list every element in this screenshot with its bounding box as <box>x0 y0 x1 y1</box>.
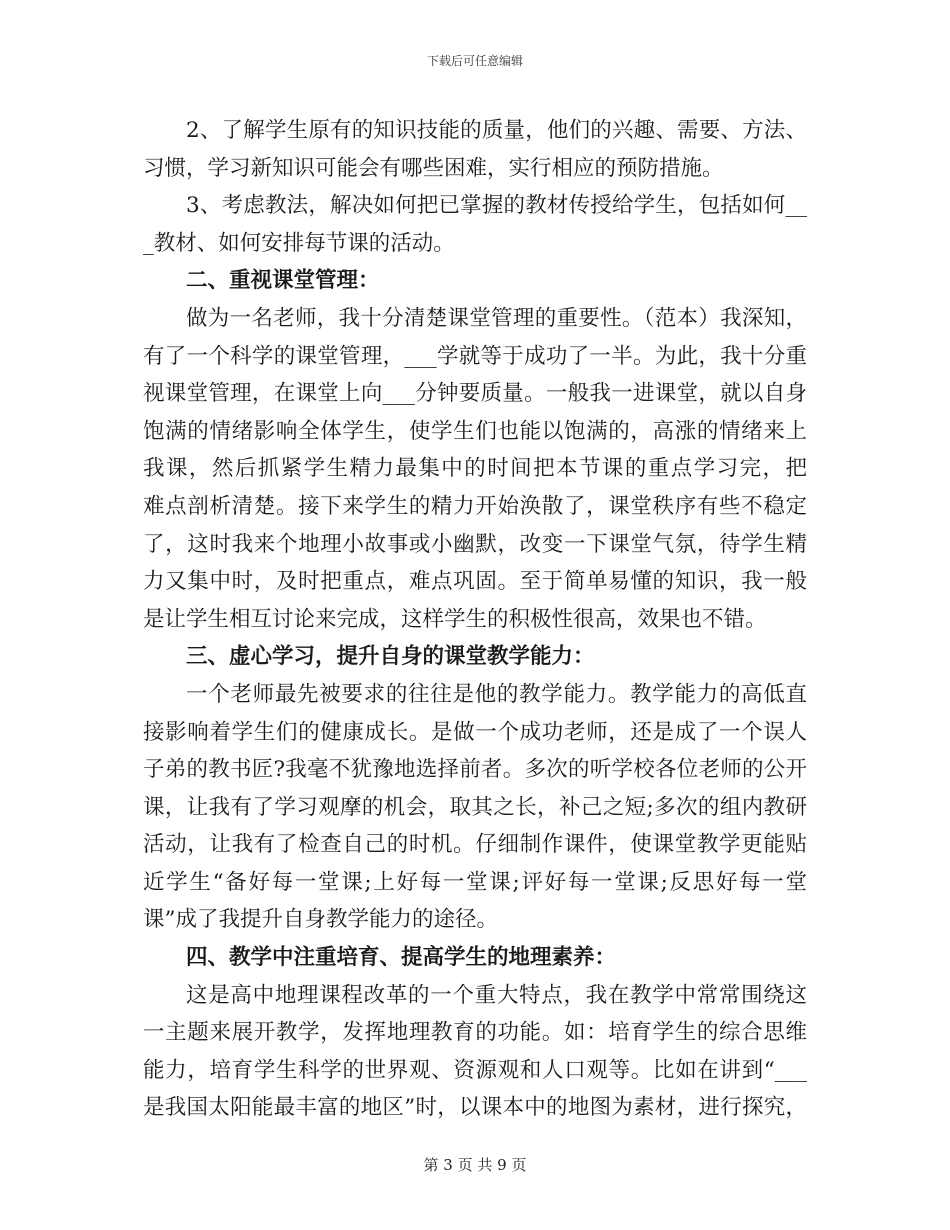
paragraph-line: 视课堂管理，在课堂上向___分钟要质量。一般我一进课堂，就以自身 <box>143 381 807 407</box>
paragraph-line: 一主题来展开教学，发挥地理教育的功能。如：培育学生的综合思维 <box>143 1020 807 1046</box>
page-header-note: 下载后可任意编辑 <box>426 54 523 68</box>
paragraph-line: 一个老师最先被要求的往往是他的教学能力。教学能力的高低直 <box>186 681 807 707</box>
paragraph-line: 2、了解学生原有的知识技能的质量，他们的兴趣、需要、方法、 <box>186 118 807 143</box>
paragraph-line: 这是高中地理课程改革的一个重大特点，我在教学中常常围绕这 <box>186 982 807 1008</box>
paragraph-line: 我课，然后抓紧学生精力最集中的时间把本节课的重点学习完，把 <box>143 456 807 482</box>
paragraph-line: 3、考虑教法，解决如何把已掌握的教材传授给学生，包括如何__ <box>186 193 807 219</box>
paragraph-line: 接影响着学生们的健康成长。是做一个成功老师，还是成了一个误人 <box>143 719 807 745</box>
paragraph-line: 有了一个科学的课堂管理，___学就等于成功了一半。为此，我十分重 <box>143 343 807 369</box>
paragraph-line: 课，让我有了学习观摩的机会，取其之长，补己之短;多次的组内教研 <box>143 794 807 820</box>
paragraph-line: 能力，培育学生科学的世界观、资源观和人口观等。比如在讲到“___ <box>143 1057 807 1083</box>
paragraph-line: 力又集中时，及时把重点，难点巩固。至于简单易懂的知识，我一般 <box>143 569 807 595</box>
paragraph-line: 饱满的情绪影响全体学生，使学生们也能以饱满的，高涨的情绪来上 <box>143 418 807 444</box>
paragraph-line: 做为一名老师，我十分清楚课堂管理的重要性。（范本）我深知， <box>186 305 807 331</box>
section-heading: 三、虚心学习，提升自身的课堂教学能力： <box>186 644 595 670</box>
document-body <box>143 112 807 1127</box>
paragraph-line: 了，这时我来个地理小故事或小幽默，改变一下课堂气氛，待学生精 <box>143 531 807 557</box>
paragraph-line: 难点剖析清楚。接下来学生的精力开始涣散了，课堂秩序有些不稳定 <box>143 493 807 519</box>
paragraph-line: 习惯，学习新知识可能会有哪些困难，实行相应的预防措施。 <box>143 155 724 181</box>
paragraph-line: 是让学生相互讨论来完成，这样学生的积极性很高，效果也不错。 <box>143 606 767 632</box>
paragraph-line: _教材、如何安排每节课的活动。 <box>143 230 455 256</box>
paragraph-line: 子弟的教书匠?我毫不犹豫地选择前者。多次的听学校各位老师的公开 <box>143 757 807 783</box>
paragraph-line: 课”成了我提升自身教学能力的途径。 <box>143 907 498 933</box>
paragraph-line: 近学生“备好每一堂课;上好每一堂课;评好每一堂课;反思好每一堂 <box>143 869 807 895</box>
page-number: 第 3 页 共 9 页 <box>423 1156 527 1174</box>
paragraph-line: 活动，让我有了检查自己的时机。仔细制作课件，使课堂教学更能贴 <box>143 832 807 858</box>
section-heading: 二、重视课堂管理： <box>186 268 380 294</box>
section-heading: 四、教学中注重培育、提高学生的地理素养： <box>186 945 617 971</box>
paragraph-line: 是我国太阳能最丰富的地区”时，以课本中的地图为素材，进行探究， <box>143 1095 807 1121</box>
